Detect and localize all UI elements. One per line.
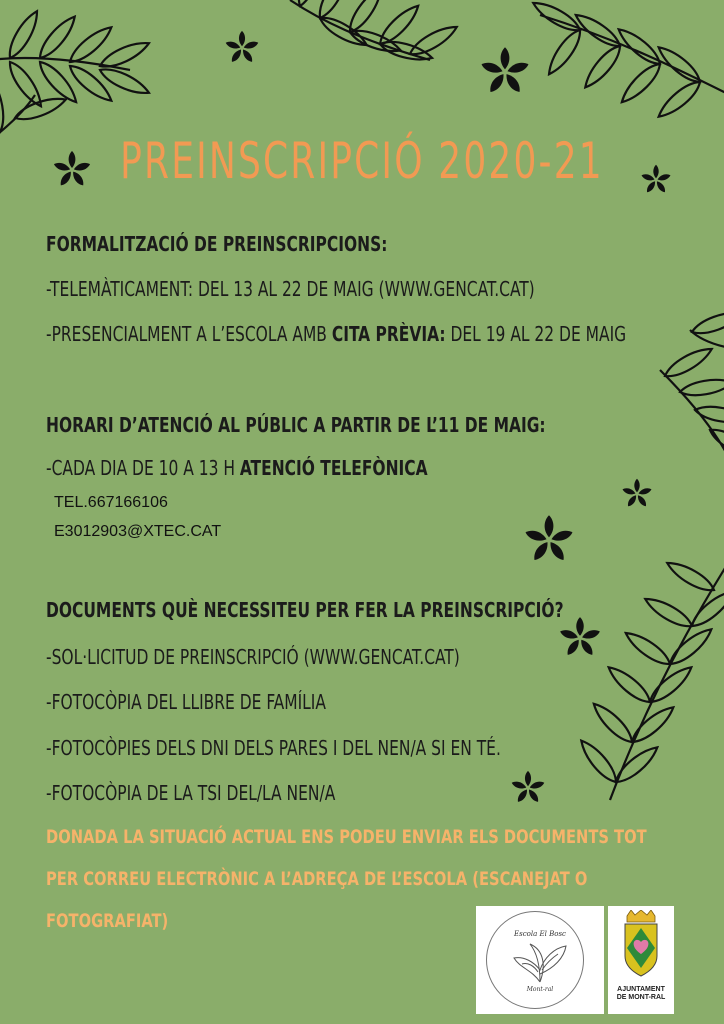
- flower-4: [641, 165, 672, 194]
- council-name-line1: AJUNTAMENT: [617, 986, 665, 993]
- notice-line: DONADA LA SITUACIÓ ACTUAL ENS PODEU ENVIAR ELS DOCUMENTS TOT: [46, 826, 647, 848]
- document-item: -SOL·LICITUD DE PREINSCRIPCIÓ (WWW.GENCAT.CAT): [46, 645, 460, 669]
- flower-2: [480, 47, 530, 94]
- document-item: -FOTOCÒPIA DEL LLIBRE DE FAMÍLIA: [46, 690, 326, 714]
- fern-right-middle: [660, 307, 724, 463]
- school-logo-place: Mont-ral: [526, 986, 554, 993]
- flower-1: [225, 31, 259, 64]
- formalitzacio-heading: FORMALITZACIÓ DE PREINSCRIPCIONS:: [46, 232, 388, 256]
- atencio-telefonica-text: ATENCIÓ TELEFÒNICA: [239, 456, 428, 480]
- documents-heading: DOCUMENTS QUÈ NECESSITEU PER FER LA PREINSCRIPCIÓ?: [46, 598, 564, 622]
- council-logo: [608, 906, 674, 1014]
- school-logo-name: Escola El Bosc: [514, 930, 566, 938]
- formalitzacio-line-presencial: [46, 322, 626, 346]
- school-logo: [476, 906, 604, 1014]
- notice-line: PER CORREU ELECTRÒNIC A L’ADREÇA DE L’ESCOLA (ESCANEJAT O: [46, 868, 588, 890]
- email-text: E3012903@XTEC.CAT: [54, 523, 222, 540]
- page-title: PREINSCRIPCIÓ 2020-21: [120, 132, 604, 190]
- flower-6: [524, 515, 574, 562]
- notice-line: FOTOGRAFIAT): [46, 910, 169, 932]
- presencial-dates-text: DEL 19 AL 22 DE MAIG: [445, 322, 627, 346]
- flower-5: [622, 479, 653, 508]
- document-item: -FOTOCÒPIA DE LA TSI DEL/LA NEN/A: [46, 781, 336, 805]
- flower-3: [53, 151, 91, 187]
- horari-text: -CADA DIA DE 10 A 13 H: [46, 456, 240, 480]
- cita-previa-text: CITA PRÈVIA:: [331, 322, 446, 346]
- horari-heading: HORARI D’ATENCIÓ AL PÚBLIC A PARTIR DE L’11 DE MAIG:: [46, 413, 546, 437]
- fern-bottom-right: [576, 557, 724, 800]
- coat-of-arms-icon: [621, 910, 661, 978]
- horari-line: [46, 456, 428, 480]
- fern-top-right: [530, 0, 724, 122]
- formalitzacio-line-telematica: -TELEMÀTICAMENT: DEL 13 AL 22 DE MAIG (WWW.GENCAT.CAT): [46, 277, 535, 301]
- council-name-line2: DE MONT-RAL: [616, 994, 666, 1001]
- flower-7: [559, 617, 601, 657]
- fern-top-left: [0, 8, 152, 140]
- telephone-text: TEL.667166106: [54, 494, 168, 511]
- document-item: -FOTOCÒPIES DELS DNI DELS PARES I DEL NEN/A SI EN TÉ.: [46, 736, 501, 760]
- flower-8: [511, 771, 545, 804]
- fern-top-center: [290, 0, 460, 64]
- leaves-illustration-icon: [510, 940, 570, 984]
- presencial-text: -PRESENCIALMENT A L’ESCOLA AMB: [46, 322, 332, 346]
